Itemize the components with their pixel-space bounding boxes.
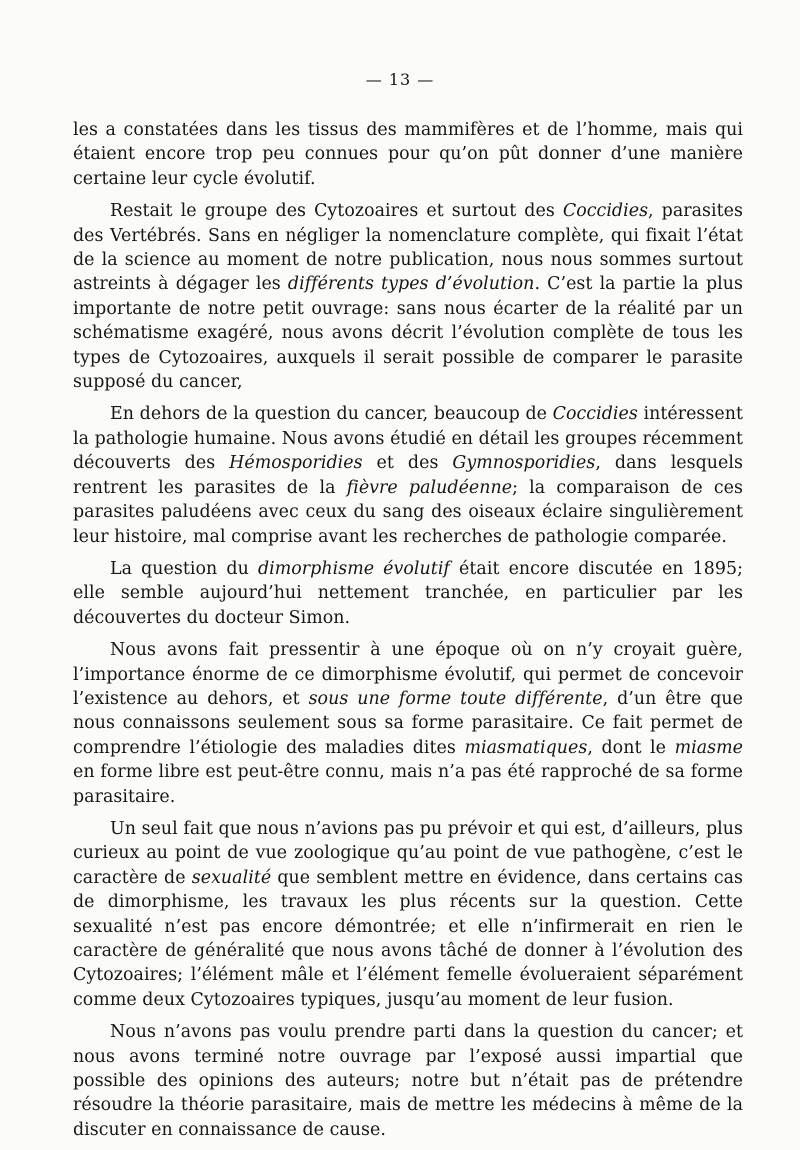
page-number: — 13 —: [365, 70, 435, 89]
text-run: , d’un être que nous connaissons seulement sous sa forme parasitaire. Ce fait permet de comprendre l’étiologie des maladies dites: [73, 688, 743, 758]
italic-text: miasme: [674, 737, 744, 758]
italic-text: sexualité: [191, 867, 272, 888]
text-run: , parasites des Vertébrés. Sans en négliger la nomenclature complète, qui fixait l’état de la science au moment de notre publication, nous nous sommes surtout astreints à dégager les: [73, 201, 744, 295]
italic-text: fièvre paludéenne: [346, 477, 513, 498]
text-run: était encore discutée en 1895; elle semble aujourd’hui nettement tranchée, en particulier par les découvertes du docteur Simon.: [73, 558, 744, 628]
text-run: En dehors de la question du cancer, beaucoup de: [110, 404, 553, 425]
text-run: que semblent mettre en évidence, dans certains cas de dimorphisme, les travaux les plus récents sur la question. Cette sexualité n’est pas encore démontrée; et elle n’infirmerait en rien le caractère de généralité que nous avons tâché de donner à l’évolution des Cytozoaires; l’élément mâle et l’élément femelle évolueraient séparément comme deux Cytozoaires typiques, jusqu’au moment de leur fusion.: [73, 867, 744, 1010]
italic-text: sous une forme toute différente: [308, 688, 603, 709]
text-run: en forme libre est peut-être connu, mais n’a pas été rapproché de sa forme parasitaire.: [73, 762, 743, 807]
paragraph: [73, 817, 743, 1012]
text-run: . C’est la partie la plus importante de notre petit ouvrage: sans nous écarter de la réalité par un schématisme exagéré, nous avons décrit l’évolution complète de tous les types de Cytozoaires, auxquels il serait possible de comparer le parasite supposé du cancer,: [73, 274, 743, 393]
italic-text: Coccidies: [562, 201, 649, 222]
text-run: les a constatées dans les tissus des mammifères et de l’homme, mais qui étaient encore trop peu connues pour qu’on pût donner d’une manière certaine leur cycle évolutif.: [73, 120, 743, 189]
body-text: [73, 118, 743, 1150]
text-run: Restait le groupe des Cytozoaires et surtout des: [110, 201, 563, 222]
text-run: , dont le: [587, 737, 675, 758]
text-run: Un seul fait que nous n’avions pas pu prévoir et qui est, d’ailleurs, plus curieux au point de vue zoologique qu’au point de vue pathogène, c’est le caractère de: [73, 818, 743, 888]
text-run: Nous avons fait pressentir à une époque où on n’y croyait guère, l’importance énorme de ce dimorphisme évolutif, qui permet de concevoir l’existence au dehors, et: [73, 640, 743, 709]
paragraph: [73, 402, 743, 548]
italic-text: Coccidies: [552, 404, 638, 425]
italic-text: Hémosporidies: [229, 453, 363, 474]
text-run: ; la comparaison de ces parasites paludéens avec ceux du sang des oiseaux éclaire singulièrement leur histoire, mal comprise avant les recherches de pathologie comparée.: [73, 477, 743, 547]
text-run: et des: [362, 453, 453, 474]
text-run: La question du: [110, 558, 258, 579]
text-run: , dans lesquels rentrent les parasites de la: [73, 453, 743, 498]
text-run: intéressent la pathologie humaine. Nous avons étudié en détail les groupes récemment découverts des: [73, 404, 743, 474]
text-run: Nous n’avons pas voulu prendre parti dans la question du cancer; et nous avons terminé notre ouvrage par l’exposé aussi impartial que possible des opinions des auteurs; notre but n’était pas de prétendre résoudre la théorie parasitaire, mais de mettre les médecins à même de la discuter en connaissance de cause.: [73, 1022, 743, 1140]
paragraph: [73, 1020, 743, 1142]
paragraph: [73, 557, 743, 630]
paragraph: [73, 638, 743, 809]
paragraph: [73, 118, 743, 191]
italic-text: différents types d’évolution: [287, 274, 535, 295]
italic-text: dimorphisme évolutif: [257, 558, 450, 579]
italic-text: Gymnosporidies: [452, 453, 596, 474]
italic-text: miasmatiques: [464, 737, 588, 758]
paragraph: [73, 199, 743, 394]
